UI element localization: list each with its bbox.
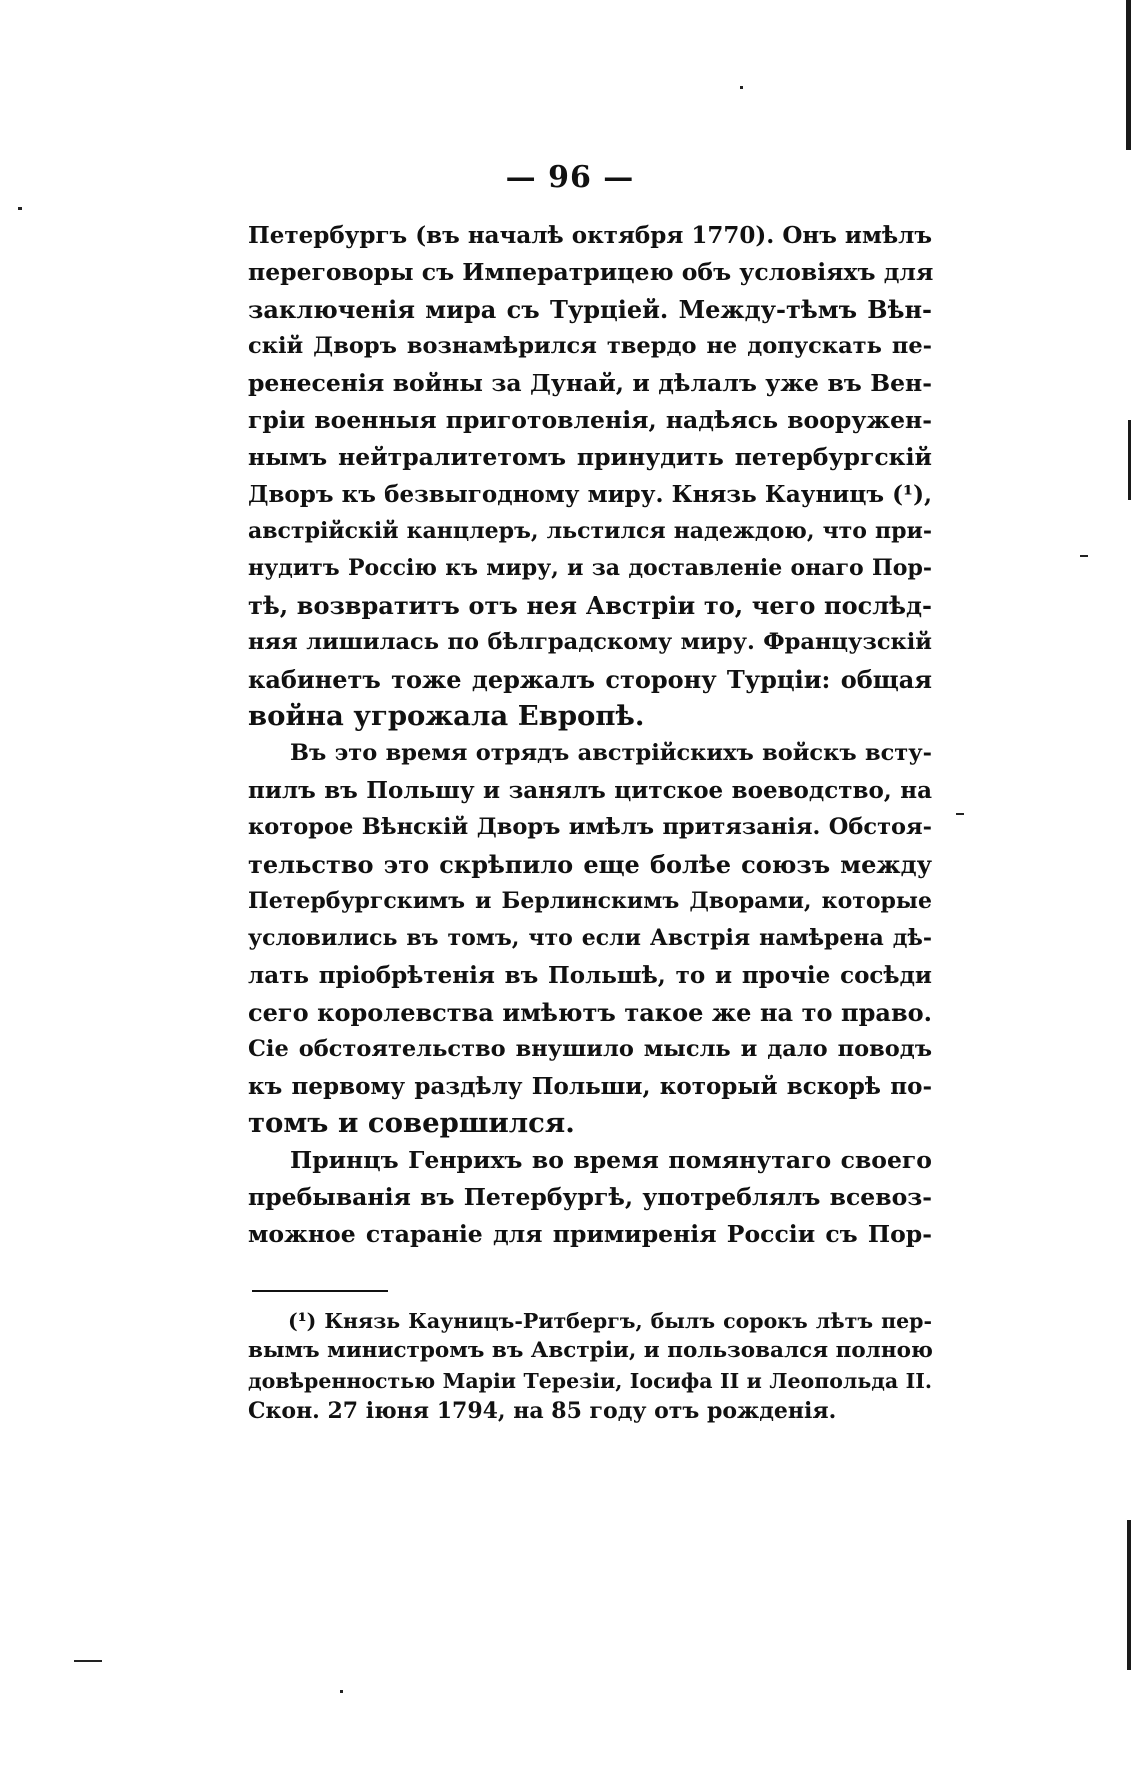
text-line: сего королевства имѣютъ такое же на то право. bbox=[248, 998, 932, 1027]
text-line: тѣ, возвратитъ отъ нея Австріи то, чего послѣд- bbox=[248, 591, 932, 620]
text-line: условились въ томъ, что если Австрія намѣрена дѣ- bbox=[248, 925, 932, 951]
main-text bbox=[248, 217, 932, 1253]
footnote-line: довѣренностью Маріи Терезіи, Іосифа II и Леопольда II. bbox=[248, 1369, 932, 1393]
scan-speck bbox=[740, 86, 743, 89]
text-line: къ первому раздѣлу Польши, который вскорѣ по- bbox=[248, 1073, 932, 1100]
text-line: гріи военныя приготовленія, надѣясь вооружен- bbox=[248, 406, 932, 434]
scan-speck bbox=[74, 1660, 102, 1662]
text-line: нудитъ Россію къ миру, и за доставленіе онаго Пор- bbox=[248, 555, 932, 581]
text-line: Сіе обстоятельство внушило мысль и дало поводъ bbox=[248, 1036, 932, 1062]
scan-speck bbox=[340, 1690, 343, 1693]
text-line: Петербургскимъ и Берлинскимъ Дворами, которые bbox=[248, 888, 932, 914]
text-line: тельство это скрѣпило еще болѣе союзъ между bbox=[248, 850, 932, 879]
paragraph-end-line: томъ и совершился. bbox=[248, 1107, 575, 1139]
text-line: можное стараніе для примиренія Россіи съ Пор- bbox=[248, 1220, 932, 1248]
text-line: переговоры съ Императрицею объ условіяхъ для bbox=[248, 258, 934, 286]
scan-edge-mark bbox=[1127, 1520, 1131, 1670]
scan-speck bbox=[18, 207, 22, 210]
text-line: заключенія мира съ Турціей. Между-тѣмъ Вѣн- bbox=[248, 295, 932, 324]
text-line: пилъ въ Польшу и занялъ цитское воеводство, на bbox=[248, 777, 932, 804]
footnote bbox=[248, 1306, 932, 1426]
scan-speck bbox=[1080, 555, 1088, 557]
text-line: пребыванія въ Петербургѣ, употреблялъ всевоз- bbox=[248, 1183, 932, 1211]
text-line: австрійскій канцлеръ, льстился надеждою, что при- bbox=[248, 518, 932, 544]
footnote-line: (¹) Князь Кауницъ-Ритбергъ, былъ сорокъ лѣтъ пер- bbox=[288, 1309, 932, 1333]
scan-speck bbox=[956, 813, 964, 815]
page-number: — 96 — bbox=[505, 160, 635, 195]
footnote-line: вымъ министромъ въ Австріи, и пользовался полною bbox=[248, 1338, 933, 1363]
text-line: Петербургъ (въ началѣ октября 1770). Онъ имѣлъ bbox=[248, 222, 932, 249]
text-line: нымъ нейтралитетомъ принудить петербургскій bbox=[248, 443, 932, 471]
scan-edge-mark bbox=[1126, 0, 1131, 150]
scan-edge-mark bbox=[1128, 420, 1131, 500]
footnote-rule bbox=[252, 1290, 388, 1292]
text-line: скій Дворъ вознамѣрился твердо не допускать пе- bbox=[248, 333, 932, 359]
text-line: няя лишилась по бѣлградскому миру. Французскій bbox=[248, 629, 932, 655]
paragraph-end-line: война угрожала Европѣ. bbox=[248, 700, 645, 732]
footnote-line: Скон. 27 іюня 1794, на 85 году отъ рожденія. bbox=[248, 1398, 837, 1424]
paragraph-start-line: Принцъ Генрихъ во время помянутаго своего bbox=[290, 1146, 932, 1174]
text-line: лать пріобрѣтенія въ Польшѣ, то и прочіе сосѣди bbox=[248, 962, 932, 989]
text-line: которое Вѣнскій Дворъ имѣлъ притязанія. Обстоя- bbox=[248, 814, 932, 840]
text-line: кабинетъ тоже держалъ сторону Турціи: общая bbox=[248, 665, 932, 694]
paragraph-start-line: Въ это время отрядъ австрійскихъ войскъ всту- bbox=[290, 740, 932, 766]
text-line: Дворъ къ безвыгодному миру. Князь Кауницъ (¹), bbox=[248, 481, 932, 508]
text-line: ренесенія войны за Дунай, и дѣлалъ уже въ Вен- bbox=[248, 369, 932, 397]
